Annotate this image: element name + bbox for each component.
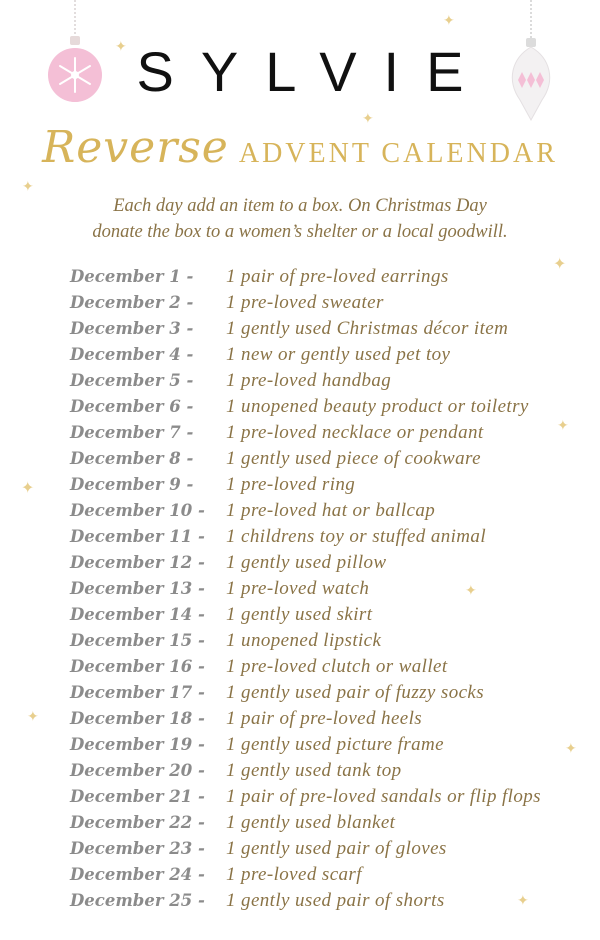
- calendar-day: December 11 -: [70, 527, 205, 546]
- calendar-item: 1 gently used Christmas décor item: [226, 318, 509, 339]
- calendar-row: [70, 862, 590, 888]
- sparkle-icon: ✦: [362, 111, 374, 127]
- intro-text: [0, 193, 600, 245]
- calendar-row: [70, 680, 590, 706]
- calendar-day: December 13 -: [70, 579, 205, 598]
- calendar-row: [70, 342, 590, 368]
- calendar-day: December 2 -: [70, 293, 194, 312]
- sparkle-icon: ✦: [22, 179, 34, 195]
- calendar-day: December 24 -: [70, 865, 205, 884]
- calendar-row: [70, 264, 590, 290]
- calendar-item: 1 pre-loved hat or ballcap: [226, 500, 436, 521]
- sparkle-icon: ✦: [557, 418, 569, 434]
- calendar-item: 1 pre-loved handbag: [226, 370, 392, 391]
- calendar-item: 1 gently used tank top: [226, 760, 402, 781]
- calendar-day: December 6 -: [70, 397, 194, 416]
- calendar-row: [70, 602, 590, 628]
- intro-line: Each day add an item to a box. On Christmas Day: [113, 196, 487, 216]
- calendar-day: December 1 -: [70, 267, 194, 286]
- calendar-row: [70, 290, 590, 316]
- calendar-item: 1 pair of pre-loved heels: [226, 708, 423, 729]
- sparkle-icon: ✦: [565, 741, 577, 757]
- calendar-row: [70, 316, 590, 342]
- calendar-row: [70, 654, 590, 680]
- calendar-day: December 15 -: [70, 631, 205, 650]
- sparkle-icon: ✦: [21, 478, 35, 497]
- calendar-item: 1 pre-loved ring: [226, 474, 356, 495]
- calendar-row: [70, 550, 590, 576]
- calendar-day: December 4 -: [70, 345, 194, 364]
- calendar-row: [70, 810, 590, 836]
- brand-logo: SYLVIE: [136, 40, 491, 103]
- calendar-list: [70, 264, 590, 914]
- calendar-item: 1 unopened lipstick: [226, 630, 382, 651]
- calendar-item: 1 gently used pillow: [226, 552, 387, 573]
- sparkle-icon: ✦: [27, 709, 39, 725]
- calendar-item: 1 pre-loved scarf: [226, 864, 362, 885]
- calendar-day: December 23 -: [70, 839, 205, 858]
- calendar-row: [70, 836, 590, 862]
- calendar-day: December 20 -: [70, 761, 205, 780]
- sparkle-icon: ✦: [517, 893, 529, 909]
- calendar-item: 1 childrens toy or stuffed animal: [226, 526, 487, 547]
- calendar-row: [70, 498, 590, 524]
- calendar-day: December 25 -: [70, 891, 205, 910]
- page-title: [0, 122, 600, 182]
- sparkle-icon: ✦: [465, 583, 477, 599]
- calendar-day: December 10 -: [70, 501, 205, 520]
- calendar-day: December 12 -: [70, 553, 205, 572]
- sparkle-icon: ✦: [443, 13, 455, 29]
- calendar-day: December 16 -: [70, 657, 205, 676]
- calendar-day: December 5 -: [70, 371, 194, 390]
- calendar-item: 1 gently used piece of cookware: [226, 448, 481, 469]
- calendar-row: [70, 472, 590, 498]
- calendar-row: [70, 628, 590, 654]
- calendar-row: [70, 576, 590, 602]
- calendar-row: [70, 420, 590, 446]
- calendar-day: December 22 -: [70, 813, 205, 832]
- calendar-item: 1 gently used skirt: [226, 604, 373, 625]
- calendar-day: December 21 -: [70, 787, 205, 806]
- calendar-day: December 19 -: [70, 735, 205, 754]
- calendar-item: 1 pair of pre-loved earrings: [226, 266, 449, 287]
- calendar-row: [70, 394, 590, 420]
- title-caps: ADVENT CALENDAR: [238, 138, 558, 169]
- calendar-row: [70, 446, 590, 472]
- calendar-row: [70, 784, 590, 810]
- calendar-row: [70, 368, 590, 394]
- calendar-item: 1 unopened beauty product or toiletry: [226, 396, 529, 417]
- calendar-item: 1 pre-loved necklace or pendant: [226, 422, 484, 443]
- calendar-day: December 17 -: [70, 683, 205, 702]
- calendar-item: 1 pre-loved watch: [226, 578, 370, 599]
- calendar-day: December 8 -: [70, 449, 194, 468]
- sparkle-icon: ✦: [115, 39, 127, 55]
- calendar-item: 1 gently used pair of fuzzy socks: [226, 682, 485, 703]
- calendar-item: 1 gently used picture frame: [226, 734, 444, 755]
- calendar-item: 1 gently used pair of shorts: [226, 890, 445, 911]
- calendar-item: 1 new or gently used pet toy: [226, 344, 451, 365]
- calendar-item: 1 pre-loved sweater: [226, 292, 384, 313]
- calendar-row: [70, 706, 590, 732]
- intro-line: donate the box to a women’s shelter or a local goodwill.: [92, 222, 508, 242]
- sparkle-icon: ✦: [553, 254, 567, 273]
- calendar-day: December 14 -: [70, 605, 205, 624]
- calendar-day: December 9 -: [70, 475, 194, 494]
- calendar-day: December 7 -: [70, 423, 194, 442]
- calendar-row: [70, 732, 590, 758]
- calendar-item: 1 gently used blanket: [226, 812, 396, 833]
- calendar-row: [70, 524, 590, 550]
- calendar-day: December 3 -: [70, 319, 194, 338]
- calendar-day: December 18 -: [70, 709, 205, 728]
- calendar-item: 1 pair of pre-loved sandals or flip flops: [226, 786, 541, 807]
- calendar-item: 1 gently used pair of gloves: [226, 838, 447, 859]
- calendar-row: [70, 888, 590, 914]
- calendar-row: [70, 758, 590, 784]
- title-script: Reverse: [42, 122, 229, 173]
- calendar-item: 1 pre-loved clutch or wallet: [226, 656, 448, 677]
